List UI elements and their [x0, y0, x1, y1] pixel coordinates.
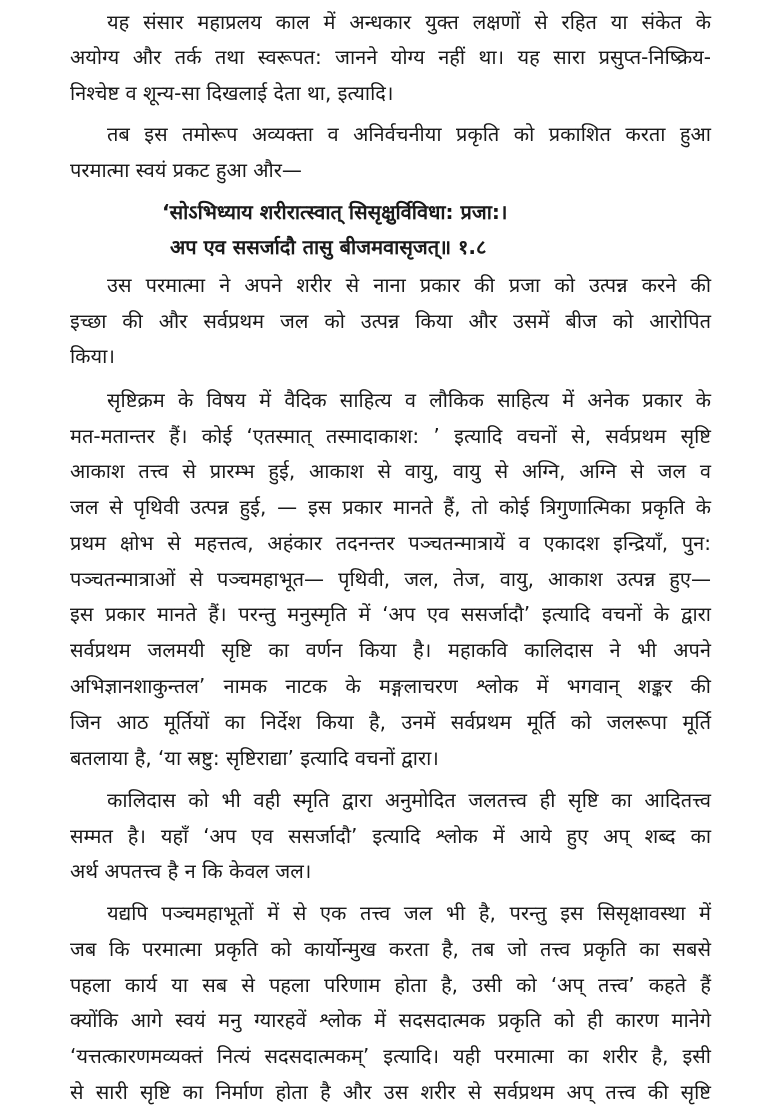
text-line: ‘यत्तत्कारणमव्यक्तं नित्यं सदसदात्मकम्’ इत्यादि। यही परमात्मा का शरीर है, इसी: [70, 1044, 711, 1068]
text-line: क्योंकि आगे स्वयं मनु ग्यारहवें श्लोक में सदसदात्मक प्रकृति को ही कारण मानेगे: [70, 1008, 711, 1032]
text-line: पहला कार्य या सब से पहला परिणाम होता है, उसी को ‘अप् तत्त्व’ कहते हैं: [70, 973, 711, 997]
text-line: परमात्मा स्वयं प्रकट हुआ और—: [70, 158, 302, 182]
text-line: पञ्चतन्मात्राओं से पञ्चमहाभूत— पृथिवी, जल, तेज, वायु, आकाश उत्पन्न हुए—: [70, 567, 711, 591]
text-line: सर्वप्रथम जलमयी सृष्टि का वर्णन किया है। महाकवि कालिदास ने भी अपने: [70, 638, 711, 662]
text-line: तब इस तमोरूप अव्यक्ता व अनिर्वचनीया प्रकृति को प्रकाशित करता हुआ: [107, 122, 711, 146]
text-line: अयोग्य और तर्क तथा स्वरूपत: जानने योग्य नहीं था। यह सारा प्रसुप्त-निष्क्रिय-: [70, 45, 711, 69]
text-line: से सारी सृष्टि का निर्माण होता है और उस शरीर से सर्वप्रथम अप् तत्त्व की सृष्टि: [70, 1080, 711, 1104]
text-line: इच्छा की और सर्वप्रथम जल को उत्पन्न किया और उसमें बीज को आरोपित: [70, 309, 711, 333]
text-line: निश्चेष्ट व शून्य-सा दिखलाई देता था, इत्यादि।: [70, 81, 394, 105]
text-line: बतलाया है, ‘या स्रष्टु: सृष्टिराद्या’ इत्यादि वचनों द्वारा।: [70, 746, 439, 770]
text-line: जल से पृथिवी उत्पन्न हुई, — इस प्रकार मानते हैं, तो कोई त्रिगुणात्मिका प्रकृति के: [70, 495, 711, 519]
text-line: प्रथम क्षोभ से महत्तत्व, अहंकार तदनन्तर पञ्चतन्मात्रायें व एकादश इन्द्रियाँ, पुन:: [70, 531, 712, 555]
text-line: किया।: [70, 344, 115, 368]
verse-line: अप एव ससर्जादौ तासु बीजमवासृजत्॥ १.८: [170, 235, 487, 259]
text-line: कालिदास को भी वही स्मृति द्वारा अनुमोदित जलतत्त्व ही सृष्टि का आदितत्त्व: [107, 788, 711, 812]
text-line: यह संसार महाप्रलय काल में अन्धकार युक्त लक्षणों से रहित या संकेत के: [107, 10, 711, 34]
text-line: जब कि परमात्मा प्रकृति को कार्योन्मुख करता है, तब जो तत्त्व प्रकृति का सबसे: [70, 937, 711, 961]
text-line: मत-मतान्तर हैं। कोई ‘एतस्मात् तस्मादाकाश: ’ इत्यादि वचनों से, सर्वप्रथम सृष्टि: [70, 424, 711, 448]
text-line: अर्थ अपतत्त्व है न कि केवल जल।: [70, 859, 312, 883]
text-line: आकाश तत्त्व से प्रारम्भ हुई, आकाश से वायु, वायु से अग्नि, अग्नि से जल व: [70, 459, 711, 483]
text-line: इस प्रकार मानते हैं। परन्तु मनुस्मृति में ‘अप एव ससर्जादौ’ इत्यादि वचनों के द्वारा: [70, 602, 711, 626]
text-line: जिन आठ मूर्तियों का निर्देश किया है, उनमें सर्वप्रथम मूर्ति को जलरूपा मूर्ति: [70, 710, 711, 734]
text-line: यद्यपि पञ्चमहाभूतों में से एक तत्त्व जल भी है, परन्तु इस सिसृक्षावस्था में: [107, 901, 711, 925]
verse-line: ‘सोऽभिध्याय शरीरात्स्वात् सिसृक्षुर्विविधा: प्रजा:।: [162, 200, 508, 224]
text-line: सृष्टिक्रम के विषय में वैदिक साहित्य व लौकिक साहित्य में अनेक प्रकार के: [107, 388, 711, 412]
text-line: उस परमात्मा ने अपने शरीर से नाना प्रकार की प्रजा को उत्पन्न करने की: [107, 273, 711, 297]
text-line: अभिज्ञानशाकुन्तल’ नामक नाटक के मङ्गलाचरण श्लोक में भगवान् शङ्कर की: [70, 674, 711, 698]
text-line: सम्मत है। यहाँ ‘अप एव ससर्जादौ’ इत्यादि श्लोक में आये हुए अप् शब्द का: [70, 824, 711, 848]
